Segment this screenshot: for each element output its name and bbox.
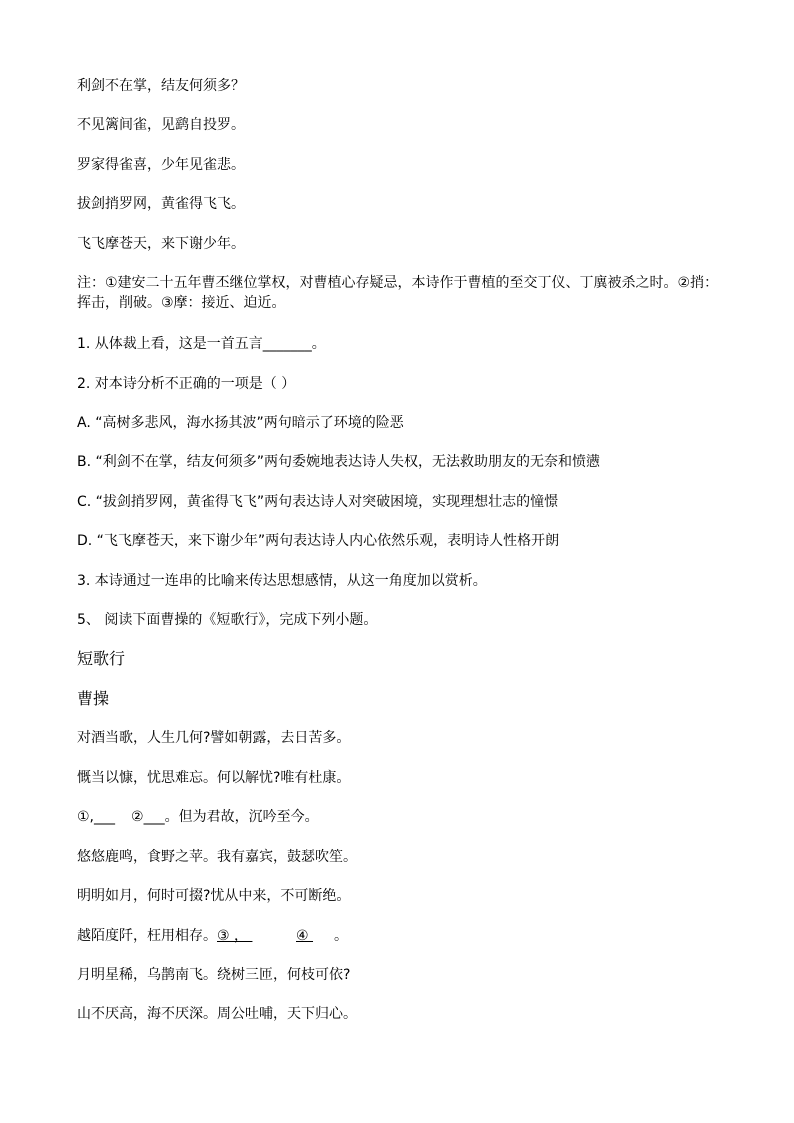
short-song-line-8: 山不厌高，海不厌深。周公吐哺，天下归心。 (77, 1006, 357, 1022)
short-song-line-2: 慨当以慷，忧思难忘。何以解忧?唯有杜康。 (77, 770, 351, 786)
option-d: D. “飞飞摩苍天，来下谢少年”两句表达诗人内心依然乐观，表明诗人性格开朗 (77, 533, 560, 549)
poem-title: 短歌行 (77, 649, 126, 668)
short-song-line-6 (77, 926, 348, 946)
blank-1: ①,___ (77, 809, 116, 825)
option-a: A. “高树多悲风，海水扬其波”两句暗示了环境的险恶 (77, 415, 404, 431)
section-5-heading: 5、 阅读下面曹操的《短歌行》，完成下列小题。 (77, 612, 378, 628)
blank-3: ③ ， (217, 928, 253, 944)
blank-2: ②___ (131, 809, 165, 825)
question-1: 1. 从体裁上看，这是一首五言_______。 (77, 336, 326, 352)
poem-line-5: 飞飞摩苍天，来下谢少年。 (77, 236, 245, 252)
short-song-line-3 (77, 807, 319, 827)
short-song-line-1: 对酒当歌，人生几何?譬如朝露，去日苦多。 (77, 730, 351, 746)
poem-author: 曹操 (77, 689, 110, 708)
poem-line-1: 利剑不在掌，结友何须多？ (77, 78, 245, 94)
poem-line-2: 不见篱间雀，见鹞自投罗。 (77, 117, 245, 133)
short-song-line-6-end: 。 (334, 928, 348, 944)
option-b: B. “利剑不在掌，结友何须多”两句委婉地表达诗人失权，无法救助朋友的无奈和愤懑 (77, 454, 601, 470)
blank-4: ④ (296, 928, 314, 944)
poem-note: 注：①建安二十五年曹丕继位掌权，对曹植心存疑忌，本诗作于曹植的至交丁仪、丁廙被杀之时。②捎：挥击，削破。③摩：接近、迫近。 (77, 275, 719, 311)
question-3: 3. 本诗通过一连串的比喻来传达思想感情，从这一角度加以赏析。 (77, 573, 487, 589)
short-song-line-3-rest: 。但为君故，沉吟至今。 (164, 809, 319, 825)
poem-line-3: 罗家得雀喜，少年见雀悲。 (77, 157, 245, 173)
option-c: C. “拔剑捎罗网，黄雀得飞飞”两句表达诗人对突破困境，实现理想壮志的憧憬 (77, 494, 559, 510)
poem-line-4: 拔剑捎罗网，黄雀得飞飞。 (77, 196, 245, 212)
short-song-line-4: 悠悠鹿鸣，食野之苹。我有嘉宾，鼓瑟吹笙。 (77, 849, 357, 865)
question-2: 2. 对本诗分析不正确的一项是（ ） (77, 376, 296, 392)
short-song-line-5: 明明如月，何时可掇?忧从中来，不可断绝。 (77, 888, 351, 904)
short-song-line-7: 月明星稀，乌鹊南飞。绕树三匝，何枝可依? (77, 967, 351, 983)
short-song-line-6-start: 越陌度阡，枉用相存。 (77, 928, 217, 944)
